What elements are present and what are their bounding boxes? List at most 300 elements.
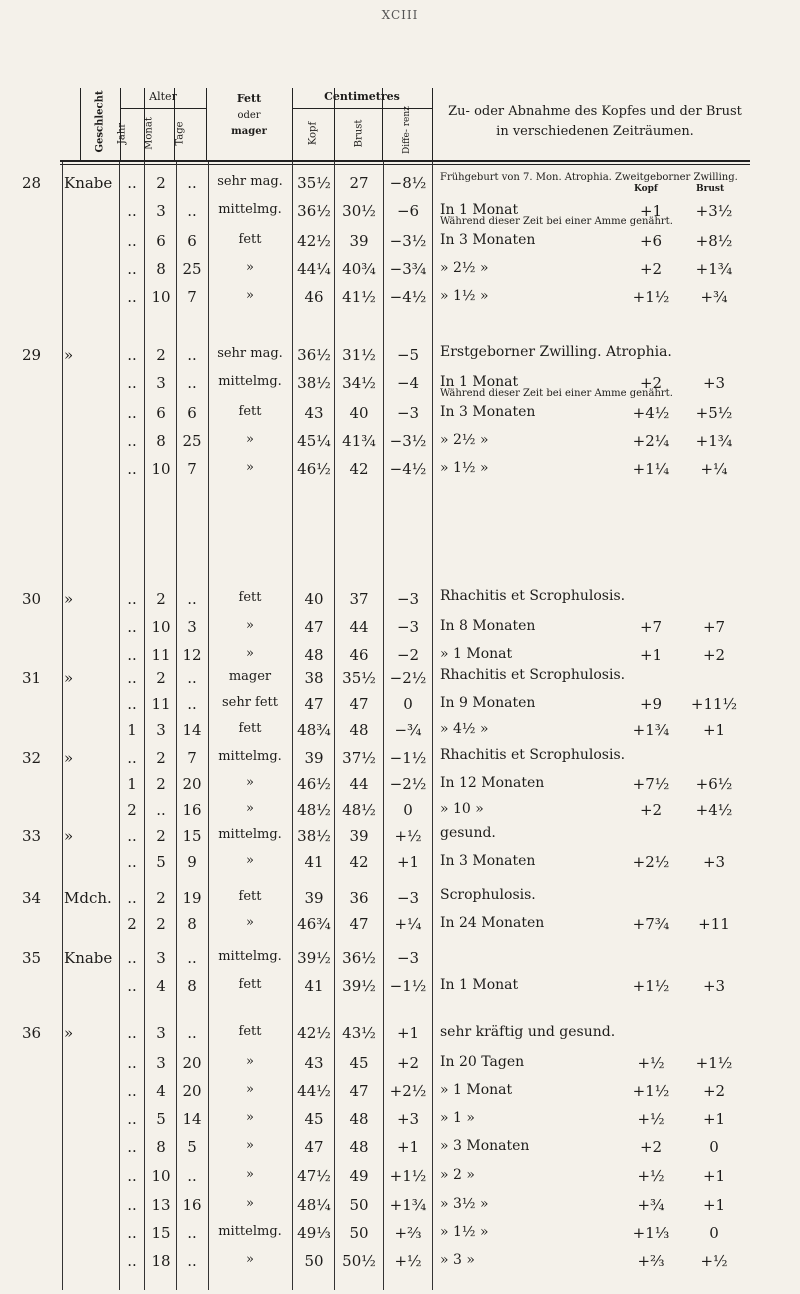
cell-fett: fett bbox=[238, 590, 262, 605]
cell-fett: » bbox=[246, 646, 254, 661]
cell-vk: +1½ bbox=[632, 1082, 670, 1100]
cell-diff: 0 bbox=[403, 801, 413, 819]
cell-brust: 39 bbox=[349, 827, 369, 845]
header-rule bbox=[60, 160, 750, 162]
case-sex: » bbox=[64, 827, 74, 845]
cell-per: » 3½ » bbox=[440, 1196, 489, 1212]
cell-kopf: 45 bbox=[304, 1110, 324, 1128]
cell-brust: 35½ bbox=[342, 669, 376, 687]
cell-j: 1 bbox=[127, 775, 137, 793]
cell-m: 13 bbox=[151, 1196, 171, 1214]
cell-t: .. bbox=[187, 174, 197, 192]
cell-kopf: 50 bbox=[304, 1252, 324, 1270]
cell-diff: −¾ bbox=[394, 721, 422, 739]
cell-m: 8 bbox=[156, 432, 166, 450]
cell-vb: +5½ bbox=[695, 404, 733, 422]
cell-brust: 43½ bbox=[342, 1024, 376, 1042]
table-row bbox=[0, 456, 800, 484]
table-row bbox=[0, 823, 800, 851]
cell-diff: +⅔ bbox=[394, 1224, 422, 1242]
table-row bbox=[0, 370, 800, 398]
cell-j: .. bbox=[127, 1196, 137, 1214]
cell-m: 10 bbox=[151, 460, 171, 478]
cell-per: » 4½ » bbox=[440, 721, 489, 737]
cell-per: » 1½ » bbox=[440, 460, 489, 476]
case-sex: Knabe bbox=[64, 949, 113, 967]
cell-per: » 1 Monat bbox=[440, 1082, 513, 1098]
cell-m: 3 bbox=[156, 721, 166, 739]
cell-j: .. bbox=[127, 288, 137, 306]
cell-fett: mittelmg. bbox=[218, 1224, 282, 1239]
cell-j: .. bbox=[127, 174, 137, 192]
header-geschlecht: Geschlecht bbox=[94, 90, 106, 153]
cell-kopf: 40 bbox=[304, 590, 324, 608]
case-note: gesund. bbox=[440, 825, 496, 841]
cell-j: .. bbox=[127, 669, 137, 687]
table-row bbox=[0, 771, 800, 799]
cell-brust: 48 bbox=[349, 721, 369, 739]
cell-brust: 50 bbox=[349, 1224, 369, 1242]
table-row bbox=[0, 1050, 800, 1078]
cell-brust: 37½ bbox=[342, 749, 376, 767]
cell-j: .. bbox=[127, 1024, 137, 1042]
cell-vb: +1 bbox=[702, 1167, 726, 1185]
table-header bbox=[80, 88, 750, 160]
cell-brust: 37 bbox=[349, 590, 369, 608]
cell-m: 11 bbox=[151, 695, 171, 713]
cell-kopf: 47 bbox=[304, 695, 324, 713]
table-row bbox=[0, 1020, 800, 1048]
header-centimetres: Centimetres bbox=[324, 90, 400, 103]
cell-brust: 31½ bbox=[342, 346, 376, 364]
table-row bbox=[0, 849, 800, 877]
cell-kopf: 42½ bbox=[297, 232, 331, 250]
cell-per: » 1 » bbox=[440, 1110, 475, 1126]
case-sex: Knabe bbox=[64, 174, 113, 192]
cell-m: 2 bbox=[156, 346, 166, 364]
cell-per: In 9 Monaten bbox=[440, 695, 536, 711]
cell-fett: sehr mag. bbox=[217, 346, 283, 361]
cell-brust: 36 bbox=[349, 889, 369, 907]
cell-brust: 44 bbox=[349, 775, 369, 793]
cell-vb: +1½ bbox=[695, 1054, 733, 1072]
cell-t: 7 bbox=[187, 460, 197, 478]
table-row bbox=[0, 256, 800, 284]
cell-vb: +3 bbox=[702, 853, 726, 871]
cell-brust: 41¾ bbox=[342, 432, 376, 450]
cell-vk: +1½ bbox=[632, 977, 670, 995]
table-row bbox=[0, 911, 800, 939]
cell-kopf: 35½ bbox=[297, 174, 331, 192]
cell-m: 2 bbox=[156, 590, 166, 608]
cell-kopf: 39½ bbox=[297, 949, 331, 967]
cell-diff: +1 bbox=[396, 853, 420, 871]
cell-kopf: 43 bbox=[304, 1054, 324, 1072]
case-sex: » bbox=[64, 590, 74, 608]
cell-per: In 3 Monaten bbox=[440, 853, 536, 869]
cell-fett: » bbox=[246, 1196, 254, 1211]
cell-kopf: 43 bbox=[304, 404, 324, 422]
cell-m: 3 bbox=[156, 949, 166, 967]
cell-kopf: 46¾ bbox=[297, 915, 331, 933]
cell-m: 4 bbox=[156, 977, 166, 995]
cell-vb: +3½ bbox=[695, 202, 733, 220]
cell-diff: −3½ bbox=[389, 232, 427, 250]
cell-brust: 40 bbox=[349, 404, 369, 422]
cell-vk: +¾ bbox=[637, 1196, 665, 1214]
cell-j: .. bbox=[127, 232, 137, 250]
cell-kopf: 48¼ bbox=[297, 1196, 331, 1214]
cell-diff: +1 bbox=[396, 1024, 420, 1042]
cell-per: In 20 Tagen bbox=[440, 1054, 525, 1070]
cell-m: 2 bbox=[156, 174, 166, 192]
cell-fett: mittelmg. bbox=[218, 827, 282, 842]
cell-brust: 30½ bbox=[342, 202, 376, 220]
cell-j: .. bbox=[127, 889, 137, 907]
cell-vk: +1 bbox=[639, 646, 663, 664]
cell-vk: +7 bbox=[639, 618, 663, 636]
cell-j: .. bbox=[127, 1110, 137, 1128]
cell-fett: mager bbox=[228, 669, 272, 684]
cell-t: 7 bbox=[187, 288, 197, 306]
cell-kopf: 39 bbox=[304, 889, 324, 907]
page-number: XCIII bbox=[381, 8, 419, 22]
case-note: Rhachitis et Scrophulosis. bbox=[440, 747, 626, 763]
cell-t: 8 bbox=[187, 915, 197, 933]
cell-j: .. bbox=[127, 1082, 137, 1100]
cell-t: 14 bbox=[182, 1110, 202, 1128]
cell-t: .. bbox=[187, 374, 197, 392]
interlude-note-28: Während dieser Zeit bei einer Amme genährt. bbox=[440, 216, 673, 227]
cell-per: » 1 Monat bbox=[440, 646, 513, 662]
cell-brust: 46 bbox=[349, 646, 369, 664]
table-row bbox=[0, 717, 800, 745]
cell-brust: 47 bbox=[349, 695, 369, 713]
table-row bbox=[0, 1248, 800, 1276]
cell-fett: fett bbox=[238, 1024, 262, 1039]
cell-fett: mittelmg. bbox=[218, 202, 282, 217]
cell-t: 16 bbox=[182, 1196, 202, 1214]
table-row bbox=[0, 1078, 800, 1106]
cell-diff: −3 bbox=[396, 949, 420, 967]
cell-diff: −3¾ bbox=[389, 260, 427, 278]
table-row bbox=[0, 1192, 800, 1220]
cell-vb: +1 bbox=[702, 721, 726, 739]
cell-vk: +½ bbox=[637, 1054, 665, 1072]
cell-diff: −3 bbox=[396, 889, 420, 907]
cell-j: .. bbox=[127, 404, 137, 422]
cell-diff: −3 bbox=[396, 404, 420, 422]
cell-vk: +2 bbox=[639, 801, 663, 819]
cell-vk: +½ bbox=[637, 1110, 665, 1128]
cell-j: .. bbox=[127, 1054, 137, 1072]
cell-kopf: 48¾ bbox=[297, 721, 331, 739]
cell-fett: » bbox=[246, 1167, 254, 1182]
case-sex: » bbox=[64, 346, 74, 364]
header-oder: oder bbox=[237, 110, 261, 121]
cell-diff: −3½ bbox=[389, 432, 427, 450]
cell-j: .. bbox=[127, 460, 137, 478]
cell-t: .. bbox=[187, 1167, 197, 1185]
cell-diff: +1 bbox=[396, 1138, 420, 1156]
cell-brust: 27 bbox=[349, 174, 369, 192]
table-row bbox=[0, 428, 800, 456]
cell-t: .. bbox=[187, 1224, 197, 1242]
cell-vk: +2 bbox=[639, 374, 663, 392]
cell-brust: 42 bbox=[349, 460, 369, 478]
cell-per: In 1 Monat bbox=[440, 374, 519, 390]
cell-fett: fett bbox=[238, 721, 262, 736]
cell-m: 3 bbox=[156, 1024, 166, 1042]
cell-m: .. bbox=[156, 801, 166, 819]
case-number: 33 bbox=[22, 827, 42, 845]
cell-vk: +6 bbox=[639, 232, 663, 250]
table-row bbox=[0, 284, 800, 312]
cell-m: 18 bbox=[151, 1252, 171, 1270]
cell-brust: 50 bbox=[349, 1196, 369, 1214]
table-row bbox=[0, 342, 800, 370]
cell-fett: » bbox=[246, 288, 254, 303]
cell-t: .. bbox=[187, 202, 197, 220]
cell-brust: 39½ bbox=[342, 977, 376, 995]
cell-j: .. bbox=[127, 202, 137, 220]
cell-brust: 42 bbox=[349, 853, 369, 871]
cell-brust: 41½ bbox=[342, 288, 376, 306]
cell-fett: fett bbox=[238, 404, 262, 419]
cell-vk: +⅔ bbox=[637, 1252, 665, 1270]
cell-diff: +1½ bbox=[389, 1167, 427, 1185]
interlude-note-29: Während dieser Zeit bei einer Amme genährt. bbox=[440, 388, 673, 399]
cell-diff: −1½ bbox=[389, 749, 427, 767]
cell-j: .. bbox=[127, 1138, 137, 1156]
cell-vk: +1¾ bbox=[632, 721, 670, 739]
cell-m: 3 bbox=[156, 202, 166, 220]
cell-vb: +11 bbox=[698, 915, 730, 933]
cell-kopf: 38½ bbox=[297, 827, 331, 845]
case-number: 30 bbox=[22, 590, 42, 608]
cell-fett: » bbox=[246, 460, 254, 475]
cell-brust: 49 bbox=[349, 1167, 369, 1185]
cell-t: .. bbox=[187, 1024, 197, 1042]
cell-vk: +2¼ bbox=[632, 432, 670, 450]
cell-per: » 3 » bbox=[440, 1252, 475, 1268]
cell-t: 14 bbox=[182, 721, 202, 739]
cell-per: » 2½ » bbox=[440, 432, 489, 448]
cell-per: In 1 Monat bbox=[440, 977, 519, 993]
cell-vb: +7 bbox=[702, 618, 726, 636]
cell-t: 19 bbox=[182, 889, 202, 907]
cell-fett: » bbox=[246, 1082, 254, 1097]
cell-m: 8 bbox=[156, 1138, 166, 1156]
case-note: Rhachitis et Scrophulosis. bbox=[440, 588, 626, 604]
case-number: 29 bbox=[22, 346, 42, 364]
cell-t: .. bbox=[187, 669, 197, 687]
header-kopf: Kopf bbox=[307, 121, 319, 146]
cell-diff: −4½ bbox=[389, 460, 427, 478]
table-row bbox=[0, 665, 800, 693]
table-row bbox=[0, 1163, 800, 1191]
table-row bbox=[0, 973, 800, 1001]
cell-per: » 2½ » bbox=[440, 260, 489, 276]
cell-per: In 24 Monaten bbox=[440, 915, 545, 931]
cell-j: 2 bbox=[127, 801, 137, 819]
cell-j: .. bbox=[127, 374, 137, 392]
cell-diff: +¼ bbox=[394, 915, 422, 933]
cell-kopf: 42½ bbox=[297, 1024, 331, 1042]
cell-brust: 40¾ bbox=[342, 260, 376, 278]
cell-vb: +4½ bbox=[695, 801, 733, 819]
cell-j: .. bbox=[127, 590, 137, 608]
cell-t: 12 bbox=[182, 646, 202, 664]
header-differenz: Diffe- renz bbox=[402, 106, 412, 154]
cell-per: » 3 Monaten bbox=[440, 1138, 530, 1154]
cell-vb: +1 bbox=[702, 1110, 726, 1128]
cell-t: 15 bbox=[182, 827, 202, 845]
cell-fett: mittelmg. bbox=[218, 374, 282, 389]
cell-j: .. bbox=[127, 949, 137, 967]
cell-brust: 39 bbox=[349, 232, 369, 250]
cell-j: .. bbox=[127, 749, 137, 767]
cell-fett: fett bbox=[238, 977, 262, 992]
cell-diff: 0 bbox=[403, 695, 413, 713]
cell-vk: +1⅓ bbox=[632, 1224, 670, 1242]
cell-kopf: 36½ bbox=[297, 346, 331, 364]
cell-brust: 34½ bbox=[342, 374, 376, 392]
cell-fett: » bbox=[246, 915, 254, 930]
case-number: 32 bbox=[22, 749, 42, 767]
cell-fett: » bbox=[246, 1110, 254, 1125]
cell-diff: −2½ bbox=[389, 775, 427, 793]
cell-fett: » bbox=[246, 432, 254, 447]
cell-t: 3 bbox=[187, 618, 197, 636]
cell-kopf: 47 bbox=[304, 1138, 324, 1156]
kopf-label: Kopf bbox=[634, 184, 658, 194]
cell-m: 6 bbox=[156, 404, 166, 422]
case-note: Scrophulosis. bbox=[440, 887, 536, 903]
cell-diff: −4½ bbox=[389, 288, 427, 306]
cell-vk: +½ bbox=[637, 1167, 665, 1185]
cell-t: 20 bbox=[182, 1082, 202, 1100]
cell-m: 2 bbox=[156, 775, 166, 793]
cell-m: 2 bbox=[156, 889, 166, 907]
cell-brust: 36½ bbox=[342, 949, 376, 967]
cell-t: 6 bbox=[187, 232, 197, 250]
case-number: 35 bbox=[22, 949, 42, 967]
cell-m: 10 bbox=[151, 288, 171, 306]
case-sex: » bbox=[64, 669, 74, 687]
cell-diff: +1¾ bbox=[389, 1196, 427, 1214]
table-row bbox=[0, 1134, 800, 1162]
cell-j: .. bbox=[127, 977, 137, 995]
header-tage: Tage bbox=[174, 121, 186, 146]
cell-m: 5 bbox=[156, 853, 166, 871]
cell-kopf: 47 bbox=[304, 618, 324, 636]
cell-brust: 45 bbox=[349, 1054, 369, 1072]
cell-j: .. bbox=[127, 695, 137, 713]
cell-fett: » bbox=[246, 801, 254, 816]
table-row bbox=[0, 945, 800, 973]
cell-brust: 50½ bbox=[342, 1252, 376, 1270]
cell-diff: +2½ bbox=[389, 1082, 427, 1100]
cell-j: 2 bbox=[127, 915, 137, 933]
cell-j: .. bbox=[127, 1224, 137, 1242]
case-number: 28 bbox=[22, 174, 42, 192]
cell-kopf: 48½ bbox=[297, 801, 331, 819]
table-row bbox=[0, 228, 800, 256]
cell-m: 5 bbox=[156, 1110, 166, 1128]
header-monat: Monat bbox=[143, 117, 155, 150]
cell-vb: +¼ bbox=[700, 460, 728, 478]
cell-vk: +7½ bbox=[632, 775, 670, 793]
cell-vb: +6½ bbox=[695, 775, 733, 793]
cell-brust: 48½ bbox=[342, 801, 376, 819]
header-note: Zu- oder Abnahme des Kopfes und der Brust in verschiedenen Zeiträumen. bbox=[448, 104, 742, 139]
cell-fett: sehr fett bbox=[221, 695, 279, 710]
case-note: Frühgeburt von 7. Mon. Atrophia. Zweitgeborner Zwilling. bbox=[440, 172, 738, 183]
cell-diff: +½ bbox=[394, 1252, 422, 1270]
cell-t: 25 bbox=[182, 260, 202, 278]
header-jahr: Jahr bbox=[116, 122, 128, 145]
table-row bbox=[0, 198, 800, 226]
cell-m: 11 bbox=[151, 646, 171, 664]
cell-vb: 0 bbox=[709, 1224, 719, 1242]
cell-per: In 12 Monaten bbox=[440, 775, 545, 791]
cell-vb: +3 bbox=[702, 977, 726, 995]
cell-t: 6 bbox=[187, 404, 197, 422]
table-row bbox=[0, 400, 800, 428]
cell-t: .. bbox=[187, 695, 197, 713]
table-row bbox=[0, 1106, 800, 1134]
cell-m: 2 bbox=[156, 749, 166, 767]
cell-j: .. bbox=[127, 618, 137, 636]
cell-j: 1 bbox=[127, 721, 137, 739]
cell-per: » 1½ » bbox=[440, 1224, 489, 1240]
cell-per: » 10 » bbox=[440, 801, 484, 817]
cell-kopf: 38½ bbox=[297, 374, 331, 392]
cell-vk: +2 bbox=[639, 1138, 663, 1156]
case-sex: Mdch. bbox=[64, 889, 112, 907]
header-mager: mager bbox=[231, 126, 267, 137]
cell-m: 10 bbox=[151, 1167, 171, 1185]
cell-kopf: 41 bbox=[304, 853, 324, 871]
cell-per: In 8 Monaten bbox=[440, 618, 536, 634]
cell-t: 9 bbox=[187, 853, 197, 871]
cell-vk: +9 bbox=[639, 695, 663, 713]
cell-m: 2 bbox=[156, 915, 166, 933]
cell-fett: » bbox=[246, 260, 254, 275]
cell-diff: +½ bbox=[394, 827, 422, 845]
cell-j: .. bbox=[127, 346, 137, 364]
table-row bbox=[0, 797, 800, 825]
case-number: 31 bbox=[22, 669, 42, 687]
cell-kopf: 46½ bbox=[297, 460, 331, 478]
case-note: Rhachitis et Scrophulosis. bbox=[440, 667, 626, 683]
cell-vb: +½ bbox=[700, 1252, 728, 1270]
cell-t: 25 bbox=[182, 432, 202, 450]
cell-fett: mittelmg. bbox=[218, 749, 282, 764]
table-row bbox=[0, 614, 800, 642]
cell-m: 6 bbox=[156, 232, 166, 250]
cell-kopf: 41 bbox=[304, 977, 324, 995]
cell-diff: −2½ bbox=[389, 669, 427, 687]
cell-per: In 3 Monaten bbox=[440, 404, 536, 420]
cell-diff: +2 bbox=[396, 1054, 420, 1072]
cell-vb: +8½ bbox=[695, 232, 733, 250]
cell-kopf: 47½ bbox=[297, 1167, 331, 1185]
cell-m: 10 bbox=[151, 618, 171, 636]
table-row bbox=[0, 1220, 800, 1248]
cell-per: In 3 Monaten bbox=[440, 232, 536, 248]
